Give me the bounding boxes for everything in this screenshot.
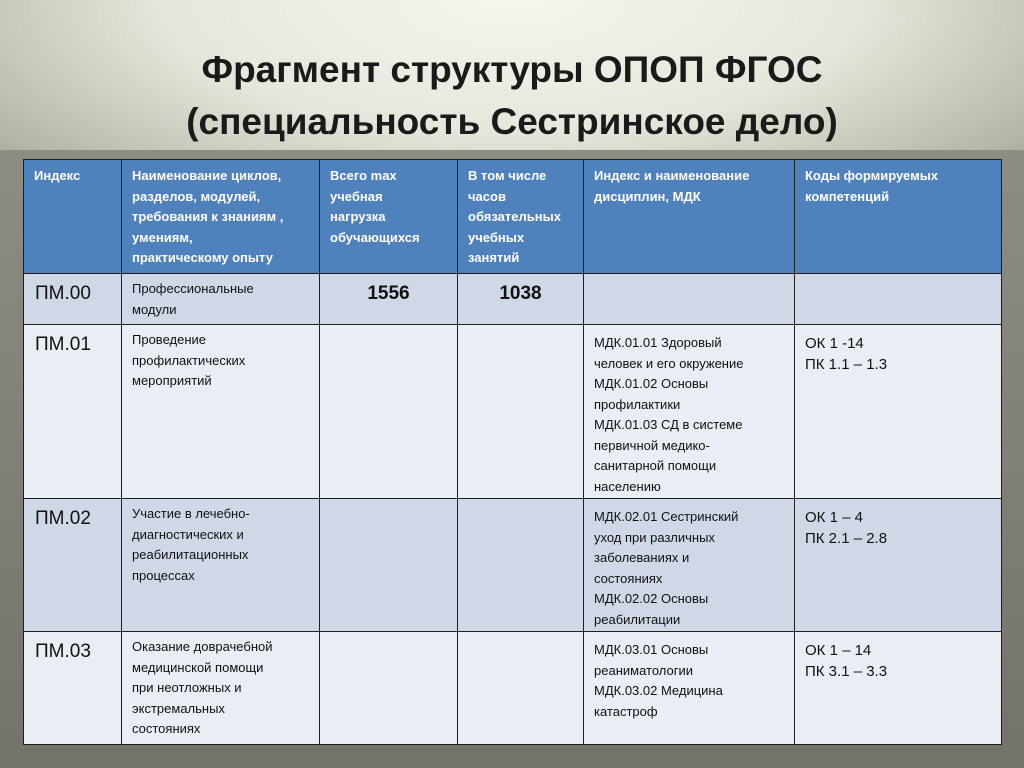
text-line: МДК.01.02 Основы	[594, 376, 709, 391]
text-line: уход при различных	[594, 529, 715, 545]
text-line: при неотложных и	[132, 680, 242, 695]
text-line: занятий	[468, 250, 520, 265]
header-competency-codes	[795, 160, 1002, 274]
table-row	[24, 632, 1002, 745]
slide-title	[0, 44, 1024, 148]
table-row	[24, 325, 1002, 499]
row-disciplines	[584, 499, 795, 632]
text-line: обязательных	[468, 209, 561, 224]
text-line: ОК 1 – 14	[805, 642, 872, 659]
text-line: ПК 2.1 – 2.8	[805, 530, 888, 547]
text-line: МДК.02.02 Основы	[594, 591, 709, 606]
text-line: дисциплин, МДК	[594, 188, 701, 204]
text-line: ПК 3.1 – 3.3	[805, 663, 888, 680]
text-line: МДК.01.03 СД в системе	[594, 417, 743, 432]
row-name	[122, 274, 320, 325]
text-line: МДК.02.01 Сестринский	[594, 509, 739, 524]
table-row	[24, 274, 1002, 325]
text-line: реаниматологии	[594, 662, 693, 678]
text-line: Коды формируемых	[805, 168, 939, 183]
row-index: ПМ.02	[24, 499, 122, 632]
text-line: практическому опыту	[132, 250, 273, 265]
text-line: профилактики	[594, 396, 681, 412]
row-disciplines	[584, 325, 795, 499]
text-line: разделов, модулей,	[132, 188, 261, 204]
structure-table	[23, 159, 1002, 745]
text-line: умениям,	[132, 229, 193, 245]
text-line: населению	[594, 478, 661, 494]
row-index: ПМ.03	[24, 632, 122, 745]
title-line-2: (специальность Сестринское дело)	[186, 101, 838, 142]
title-line-1: Фрагмент структуры ОПОП ФГОС	[201, 49, 823, 90]
text-line: состояниях	[132, 721, 201, 736]
text-line: Наименование циклов,	[132, 168, 282, 183]
text-line: заболеваниях и	[594, 550, 690, 565]
text-line: Всего max	[330, 168, 397, 183]
text-line: Профессиональные	[132, 281, 254, 296]
header-index	[24, 160, 122, 274]
row-competency-codes	[795, 632, 1002, 745]
table-row	[24, 499, 1002, 632]
header-disciplines	[584, 160, 795, 274]
text-line: Индекс	[34, 168, 81, 183]
header-mandatory-hours	[458, 160, 584, 274]
text-line: состояниях	[594, 570, 663, 586]
text-line: реабилитационных	[132, 547, 249, 562]
text-line: катастроф	[594, 703, 658, 719]
header-name	[122, 160, 320, 274]
row-mandatory-hours	[458, 325, 584, 499]
text-line: мероприятий	[132, 373, 212, 388]
row-competency-codes	[795, 325, 1002, 499]
row-total-load: 1556	[320, 274, 458, 325]
text-line: ОК 1 – 4	[805, 509, 863, 526]
text-line: человек и его окружение	[594, 355, 744, 371]
text-line: МДК.03.02 Медицина	[594, 683, 723, 698]
row-mandatory-hours	[458, 632, 584, 745]
row-name	[122, 499, 320, 632]
text-line: Оказание доврачебной	[132, 639, 273, 654]
text-line: В том числе	[468, 168, 547, 183]
text-line: медицинской помощи	[132, 659, 264, 675]
row-index: ПМ.01	[24, 325, 122, 499]
row-mandatory-hours: 1038	[458, 274, 584, 325]
row-total-load	[320, 325, 458, 499]
row-competency-codes	[795, 274, 1002, 325]
text-line: часов	[468, 188, 506, 204]
text-line: требования к знаниям ,	[132, 209, 284, 224]
text-line: нагрузка	[330, 209, 386, 224]
text-line: ОК 1 -14	[805, 335, 864, 352]
row-competency-codes	[795, 499, 1002, 632]
row-disciplines	[584, 632, 795, 745]
text-line: Индекс и наименование	[594, 168, 750, 183]
header-total-load	[320, 160, 458, 274]
text-line: реабилитации	[594, 611, 681, 627]
text-line: компетенций	[805, 188, 890, 204]
text-line: первичной медико-	[594, 437, 710, 453]
text-line: МДК.03.01 Основы	[594, 642, 709, 657]
row-disciplines	[584, 274, 795, 325]
text-line: диагностических и	[132, 526, 244, 542]
text-line: Участие в лечебно-	[132, 506, 250, 521]
text-line: учебных	[468, 229, 525, 245]
text-line: экстремальных	[132, 700, 225, 716]
text-line: ПК 1.1 – 1.3	[805, 356, 888, 373]
text-line: учебная	[330, 188, 383, 204]
text-line: модули	[132, 301, 177, 317]
text-line: процессах	[132, 567, 195, 583]
row-total-load	[320, 632, 458, 745]
text-line: профилактических	[132, 352, 246, 368]
text-line: Проведение	[132, 332, 206, 347]
table-header-row	[24, 160, 1002, 274]
row-mandatory-hours	[458, 499, 584, 632]
row-name	[122, 325, 320, 499]
row-name	[122, 632, 320, 745]
text-line: обучающихся	[330, 229, 420, 245]
text-line: МДК.01.01 Здоровый	[594, 335, 722, 350]
row-index: ПМ.00	[24, 274, 122, 325]
text-line: санитарной помощи	[594, 458, 717, 473]
row-total-load	[320, 499, 458, 632]
